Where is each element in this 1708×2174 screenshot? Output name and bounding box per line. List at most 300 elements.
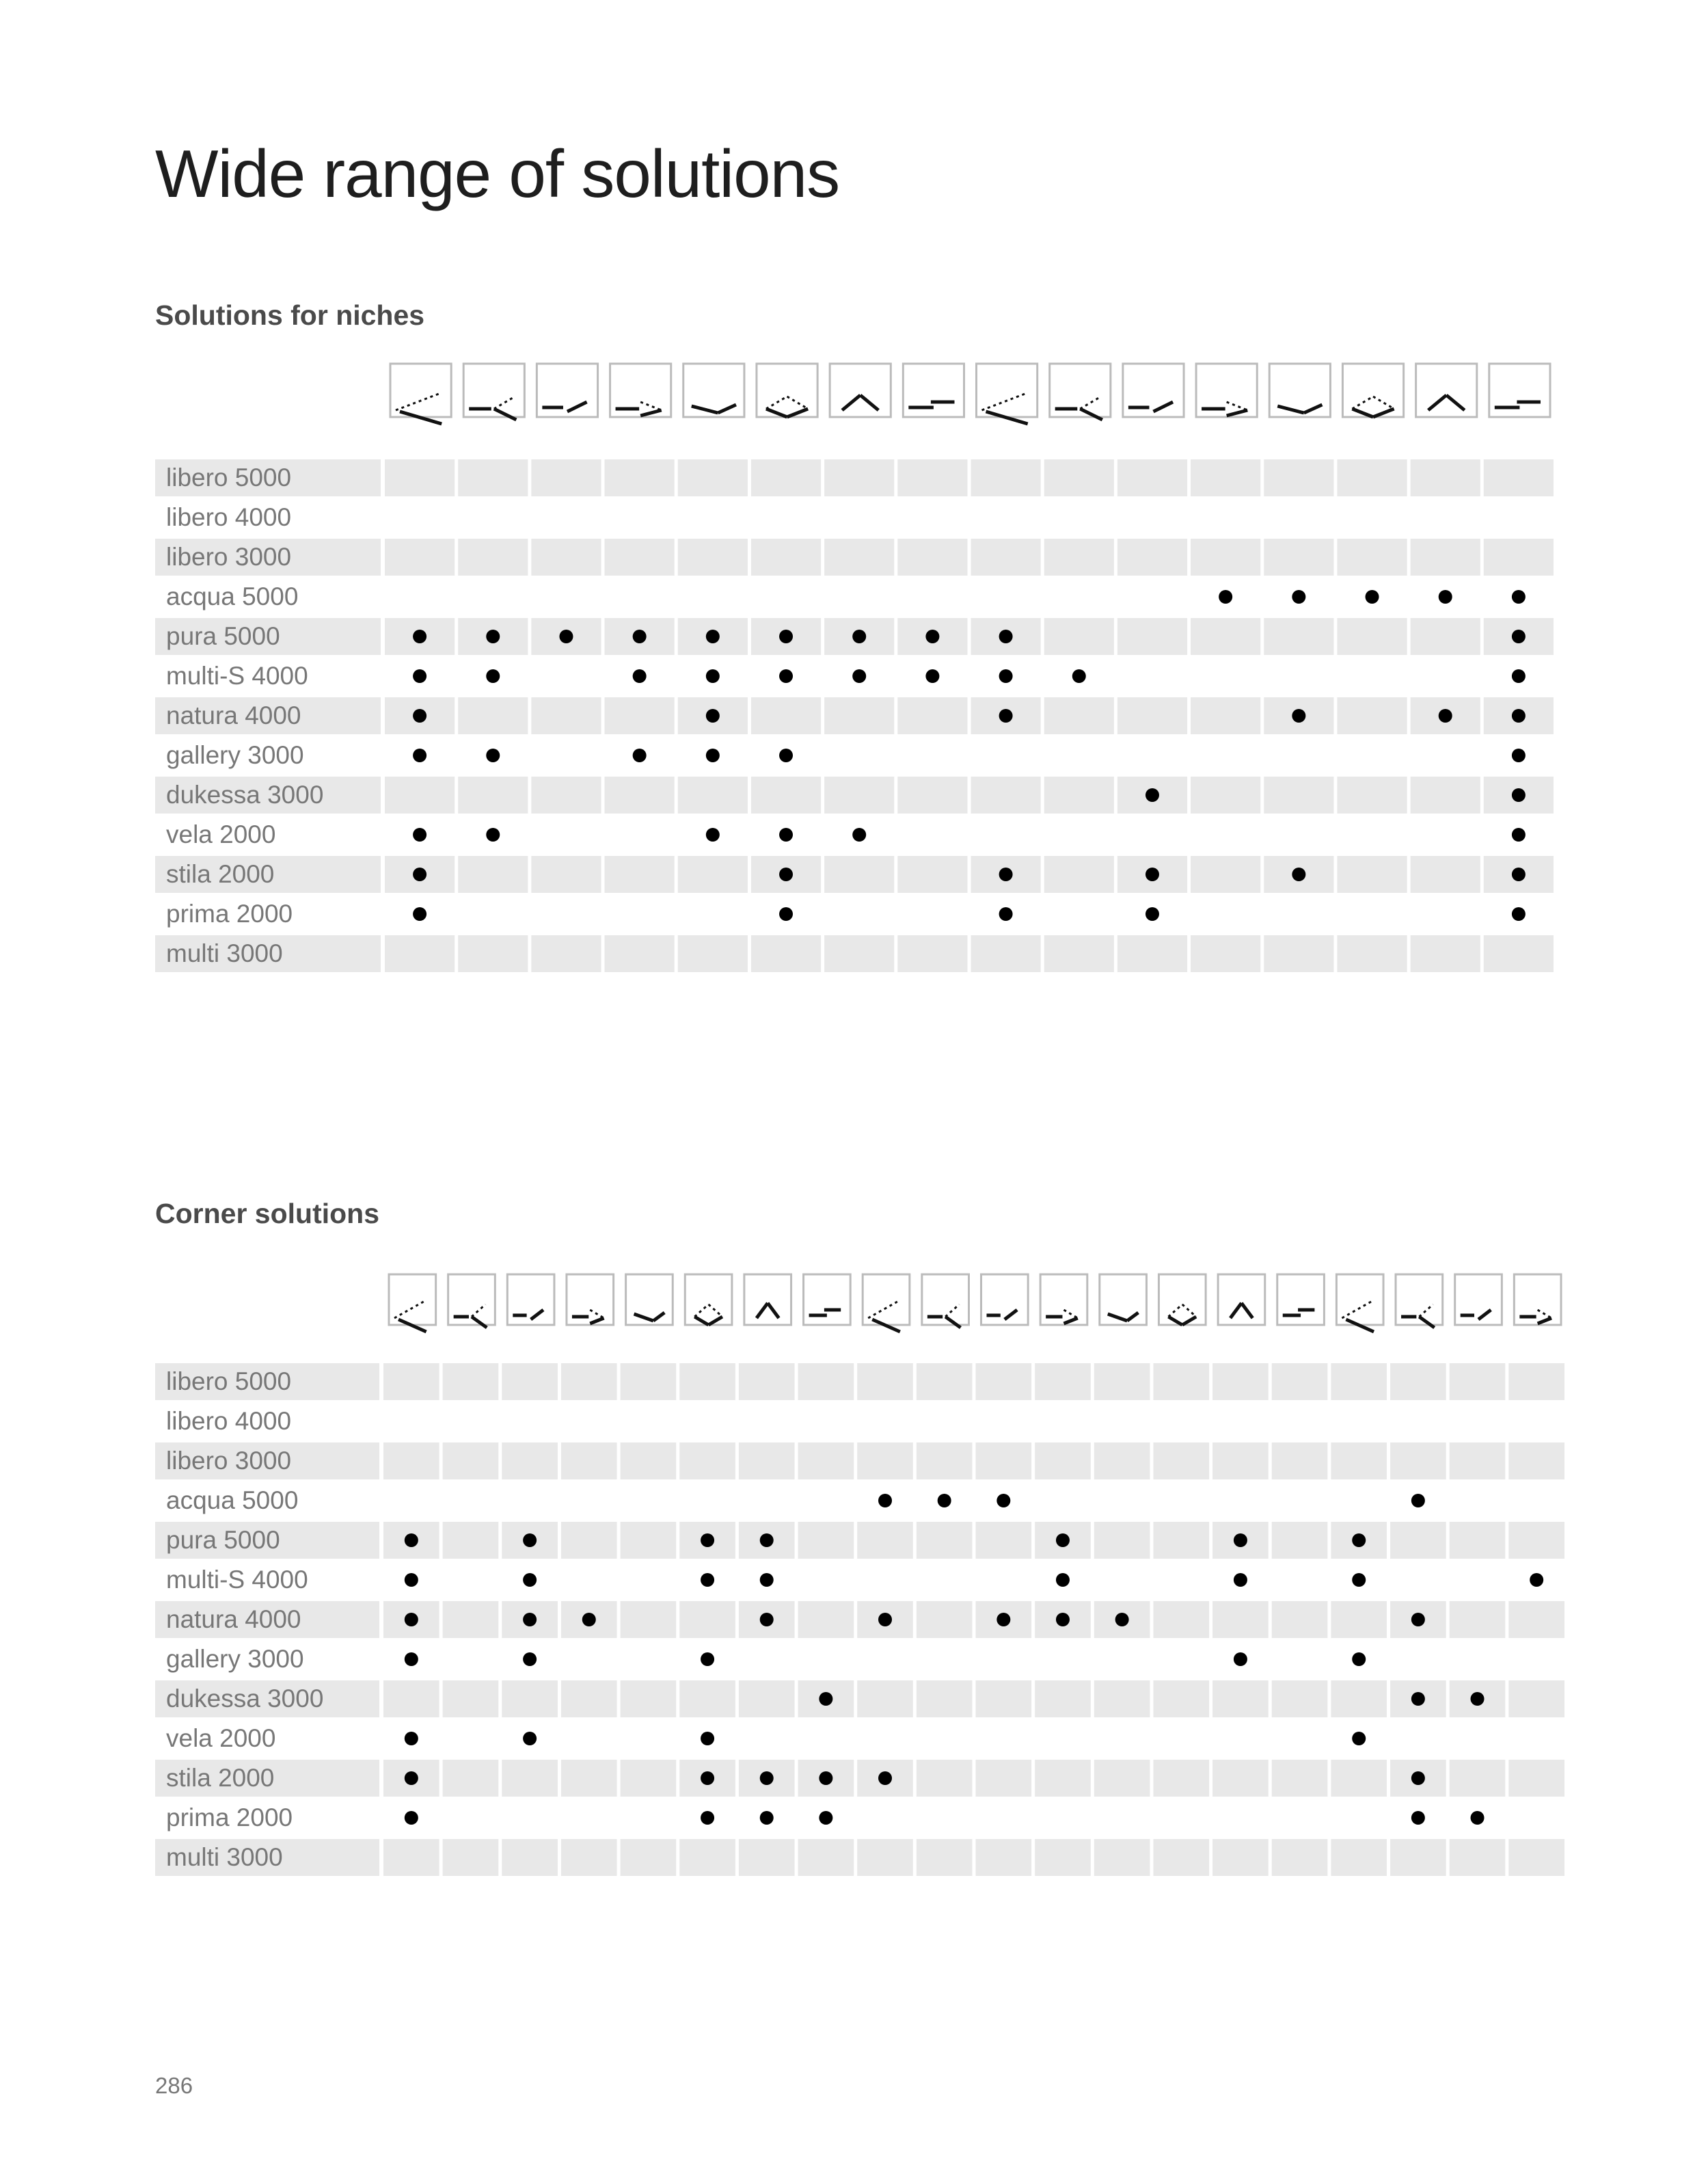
availability-dot <box>760 1771 774 1785</box>
table-cell <box>1508 1680 1564 1717</box>
table-cell <box>1153 1839 1209 1876</box>
availability-dot <box>701 1533 714 1547</box>
table-cell <box>1272 1363 1328 1400</box>
table-cell <box>1331 1403 1387 1440</box>
table-cell <box>1450 1522 1506 1559</box>
availability-dot <box>523 1652 537 1666</box>
availability-dot <box>1411 1494 1425 1507</box>
table-cell <box>561 1680 617 1717</box>
niches-section-heading: Solutions for niches <box>155 299 425 331</box>
row-label: natura 4000 <box>166 1605 301 1633</box>
table-cell <box>621 1363 677 1400</box>
table-cell <box>1508 1403 1564 1440</box>
availability-dot <box>878 1613 892 1626</box>
availability-dot <box>1471 1811 1485 1825</box>
table-cell <box>1272 1522 1328 1559</box>
availability-dot <box>405 1573 418 1587</box>
table-cell <box>798 1442 854 1479</box>
table-row <box>155 1839 1564 1876</box>
table-cell <box>739 1720 795 1757</box>
table-cell <box>1212 1760 1269 1797</box>
availability-dot <box>760 1573 774 1587</box>
table-cell <box>739 1680 795 1717</box>
table-cell <box>917 1363 973 1400</box>
table-cell <box>857 1641 913 1678</box>
availability-dot <box>1056 1613 1070 1626</box>
table-cell <box>1390 1641 1446 1678</box>
table-cell <box>561 1799 617 1836</box>
table-row <box>155 1760 1564 1797</box>
table-cell <box>502 1799 558 1836</box>
availability-dot <box>701 1771 714 1785</box>
availability-dot <box>582 1613 596 1626</box>
table-cell <box>857 1442 913 1479</box>
availability-dot <box>878 1771 892 1785</box>
table-cell <box>1153 1363 1209 1400</box>
row-label: libero 3000 <box>166 1447 292 1475</box>
availability-dot <box>701 1652 714 1666</box>
row-label: prima 2000 <box>166 900 293 928</box>
table-cell <box>917 1561 973 1598</box>
availability-dot <box>819 1811 832 1825</box>
corner-bifold-door-icon <box>744 1274 791 1325</box>
table-cell <box>679 1601 735 1638</box>
row-label: libero 5000 <box>166 464 292 492</box>
table-cell <box>917 1720 973 1757</box>
table-cell <box>1212 1601 1269 1638</box>
table-cell <box>1272 1680 1328 1717</box>
table-cell <box>502 1680 558 1717</box>
table-cell <box>857 1363 913 1400</box>
table-cell <box>383 1482 439 1519</box>
table-cell <box>917 1403 973 1440</box>
table-cell <box>976 1561 1032 1598</box>
availability-dot <box>1411 1811 1425 1825</box>
table-cell <box>1508 1839 1564 1876</box>
corner-round-swing-door-icon <box>1218 1274 1265 1325</box>
table-cell <box>561 1760 617 1797</box>
table-cell <box>443 1720 499 1757</box>
row-label: vela 2000 <box>166 820 276 848</box>
availability-dot <box>1234 1533 1247 1547</box>
table-cell <box>1508 1641 1564 1678</box>
table-cell <box>739 1641 795 1678</box>
table-cell <box>976 1680 1032 1717</box>
table-cell <box>1508 1522 1564 1559</box>
table-cell <box>1035 1363 1091 1400</box>
table-cell <box>1390 1839 1446 1876</box>
table-cell <box>1508 1601 1564 1638</box>
table-cell <box>443 1839 499 1876</box>
availability-dot <box>523 1573 537 1587</box>
table-cell <box>976 1522 1032 1559</box>
table-cell <box>1153 1522 1209 1559</box>
availability-dot <box>523 1613 537 1626</box>
table-cell <box>502 1760 558 1797</box>
row-label: multi 3000 <box>166 1843 283 1871</box>
table-cell <box>917 1680 973 1717</box>
corner-pentagon-door-icon <box>685 1274 732 1325</box>
availability-dot <box>1234 1652 1247 1666</box>
table-cell <box>502 1482 558 1519</box>
table-cell <box>1272 1561 1328 1598</box>
corner-stepped-sliding-icon <box>1396 1274 1443 1328</box>
table-cell <box>1390 1561 1446 1598</box>
table-cell <box>621 1760 677 1797</box>
corner-swing-door-folded-icon <box>567 1274 614 1325</box>
corner-freestanding-icon <box>1514 1274 1561 1325</box>
table-cell <box>976 1799 1032 1836</box>
table-cell <box>798 1601 854 1638</box>
table-cell <box>621 1442 677 1479</box>
row-label: multi-S 4000 <box>166 1566 308 1594</box>
availability-dot <box>1530 1573 1543 1587</box>
table-cell <box>976 1760 1032 1797</box>
corner-swing-panel-angled-icon <box>1277 1274 1325 1325</box>
table-cell <box>857 1799 913 1836</box>
table-cell <box>1331 1601 1387 1638</box>
table-cell <box>621 1799 677 1836</box>
table-cell <box>1094 1720 1150 1757</box>
row-label: libero 4000 <box>166 503 292 531</box>
availability-dot <box>701 1811 714 1825</box>
table-row <box>155 1403 1564 1440</box>
row-label: natura 4000 <box>166 701 301 729</box>
table-row <box>155 1522 1564 1559</box>
table-cell <box>1094 1680 1150 1717</box>
table-cell <box>621 1403 677 1440</box>
corner-section-heading: Corner solutions <box>155 1198 380 1229</box>
table-cell <box>1331 1442 1387 1479</box>
corner-angled-panel-icon <box>1100 1274 1147 1325</box>
table-cell <box>1390 1522 1446 1559</box>
table-row <box>155 1442 1564 1479</box>
table-cell <box>976 1720 1032 1757</box>
table-cell <box>679 1680 735 1717</box>
table-cell <box>383 1442 439 1479</box>
table-cell <box>1212 1442 1269 1479</box>
table-cell <box>798 1561 854 1598</box>
table-cell <box>561 1839 617 1876</box>
table-cell <box>1331 1363 1387 1400</box>
table-cell <box>1450 1641 1506 1678</box>
table-cell <box>1508 1482 1564 1519</box>
table-cell <box>443 1561 499 1598</box>
availability-dot <box>997 1613 1010 1626</box>
availability-dot <box>997 1494 1010 1507</box>
availability-dot <box>1411 1613 1425 1626</box>
table-cell <box>1272 1442 1328 1479</box>
table-cell <box>798 1482 854 1519</box>
table-cell <box>1212 1839 1269 1876</box>
table-cell <box>857 1839 913 1876</box>
table-cell <box>857 1522 913 1559</box>
table-cell <box>1450 1442 1506 1479</box>
table-cell <box>1272 1760 1328 1797</box>
table-cell <box>1212 1799 1269 1836</box>
table-cell <box>1153 1403 1209 1440</box>
table-cell <box>621 1839 677 1876</box>
table-cell <box>976 1403 1032 1440</box>
availability-dot <box>1352 1732 1366 1745</box>
table-cell <box>621 1522 677 1559</box>
table-cell <box>976 1442 1032 1479</box>
table-cell <box>739 1442 795 1479</box>
table-cell <box>1094 1799 1150 1836</box>
table-cell <box>1331 1760 1387 1797</box>
table-cell <box>1272 1799 1328 1836</box>
table-cell <box>798 1720 854 1757</box>
table-cell <box>502 1403 558 1440</box>
table-cell <box>1450 1403 1506 1440</box>
availability-dot <box>1411 1692 1425 1706</box>
table-cell <box>561 1403 617 1440</box>
row-label: pura 5000 <box>166 1526 280 1554</box>
corner-two-part-sliding-icon <box>863 1274 910 1332</box>
row-label: pura 5000 <box>166 622 280 650</box>
table-cell <box>443 1363 499 1400</box>
table-cell <box>561 1641 617 1678</box>
table-cell <box>1272 1839 1328 1876</box>
table-cell <box>857 1720 913 1757</box>
table-cell <box>1331 1799 1387 1836</box>
table-cell <box>1094 1482 1150 1519</box>
table-cell <box>1035 1760 1091 1797</box>
table-cell <box>1508 1363 1564 1400</box>
table-cell <box>561 1720 617 1757</box>
table-cell <box>502 1363 558 1400</box>
availability-dot <box>523 1533 537 1547</box>
table-cell <box>1331 1839 1387 1876</box>
table-cell <box>1450 1760 1506 1797</box>
table-cell <box>1035 1482 1091 1519</box>
availability-dot <box>1056 1533 1070 1547</box>
row-label: dukessa 3000 <box>166 1685 324 1713</box>
availability-dot <box>760 1533 774 1547</box>
availability-dot <box>1056 1573 1070 1587</box>
availability-dot <box>1352 1533 1366 1547</box>
table-cell <box>1153 1720 1209 1757</box>
table-cell <box>1450 1363 1506 1400</box>
row-label: libero 4000 <box>166 1407 292 1435</box>
table-cell <box>443 1799 499 1836</box>
table-cell <box>1153 1760 1209 1797</box>
availability-dot <box>405 1732 418 1745</box>
availability-dot <box>405 1533 418 1547</box>
table-cell <box>1212 1482 1269 1519</box>
corner-single-swing-door-icon <box>448 1274 496 1328</box>
table-cell <box>443 1760 499 1797</box>
table-cell <box>1212 1363 1269 1400</box>
table-cell <box>798 1363 854 1400</box>
table-cell <box>1035 1839 1091 1876</box>
table-cell <box>1153 1482 1209 1519</box>
row-label: acqua 5000 <box>166 582 299 610</box>
table-cell <box>1450 1839 1506 1876</box>
table-cell <box>679 1839 735 1876</box>
table-cell <box>383 1839 439 1876</box>
availability-dot <box>1411 1771 1425 1785</box>
table-cell <box>1390 1363 1446 1400</box>
availability-dot <box>760 1613 774 1626</box>
table-cell <box>561 1482 617 1519</box>
table-cell <box>1450 1720 1506 1757</box>
table-cell <box>1331 1482 1387 1519</box>
table-cell <box>1094 1363 1150 1400</box>
table-cell <box>1272 1601 1328 1638</box>
table-cell <box>561 1522 617 1559</box>
table-cell <box>679 1482 735 1519</box>
table-cell <box>383 1403 439 1440</box>
corner-double-swing-door-icon <box>389 1274 436 1332</box>
availability-dot <box>1352 1652 1366 1666</box>
corner-swing-with-fixed-icon <box>507 1274 554 1325</box>
table-cell <box>621 1720 677 1757</box>
table-cell <box>1035 1403 1091 1440</box>
table-cell <box>1035 1720 1091 1757</box>
table-cell <box>1212 1720 1269 1757</box>
table-cell <box>1508 1720 1564 1757</box>
corner-sliding-door-icon <box>804 1274 851 1325</box>
corner-walk-in-angled-icon <box>1158 1274 1206 1325</box>
table-cell <box>621 1482 677 1519</box>
availability-dot <box>701 1732 714 1745</box>
table-cell <box>1153 1561 1209 1598</box>
table-cell <box>443 1601 499 1638</box>
row-label: acqua 5000 <box>166 1486 299 1514</box>
table-row <box>155 1482 1564 1519</box>
table-cell <box>1094 1760 1150 1797</box>
table-cell <box>1390 1720 1446 1757</box>
corner-double-stepped-sliding-icon <box>1455 1274 1502 1325</box>
table-cell <box>1094 1522 1150 1559</box>
table-cell <box>621 1601 677 1638</box>
table-cell <box>798 1641 854 1678</box>
table-row <box>155 1363 1564 1400</box>
table-cell <box>679 1363 735 1400</box>
row-label: stila 2000 <box>166 1764 275 1792</box>
corner-bifold-angled-icon <box>1040 1274 1087 1325</box>
table-cell <box>1153 1442 1209 1479</box>
table-cell <box>798 1522 854 1559</box>
table-cell <box>1094 1561 1150 1598</box>
row-label: gallery 3000 <box>166 1645 304 1673</box>
row-label: stila 2000 <box>166 860 275 888</box>
table-cell <box>1272 1482 1328 1519</box>
table-cell <box>739 1363 795 1400</box>
table-cell <box>1331 1680 1387 1717</box>
table-cell <box>621 1561 677 1598</box>
table-cell <box>1094 1403 1150 1440</box>
table-cell <box>383 1363 439 1400</box>
table-cell <box>443 1522 499 1559</box>
table-cell <box>917 1601 973 1638</box>
table-cell <box>917 1799 973 1836</box>
availability-dot <box>405 1811 418 1825</box>
table-cell <box>561 1561 617 1598</box>
table-cell <box>917 1760 973 1797</box>
table-cell <box>739 1482 795 1519</box>
row-label: vela 2000 <box>166 1724 276 1752</box>
availability-dot <box>1471 1692 1485 1706</box>
table-cell <box>1035 1680 1091 1717</box>
table-cell <box>1153 1799 1209 1836</box>
table-cell <box>976 1641 1032 1678</box>
table-cell <box>502 1839 558 1876</box>
table-row <box>155 1561 1564 1598</box>
table-cell <box>1272 1403 1328 1440</box>
row-label: libero 5000 <box>166 1367 292 1395</box>
table-cell <box>443 1680 499 1717</box>
row-label: libero 3000 <box>166 543 292 571</box>
table-cell <box>917 1442 973 1479</box>
table-row <box>155 1799 1564 1836</box>
availability-dot <box>760 1811 774 1825</box>
table-cell <box>621 1680 677 1717</box>
table-cell <box>621 1641 677 1678</box>
table-cell <box>383 1680 439 1717</box>
table-cell <box>1212 1680 1269 1717</box>
table-cell <box>1153 1601 1209 1638</box>
table-row <box>155 1680 1564 1717</box>
table-cell <box>798 1839 854 1876</box>
availability-dot <box>523 1732 537 1745</box>
page-title: Wide range of solutions <box>155 136 840 211</box>
table-cell <box>1094 1839 1150 1876</box>
table-cell <box>1390 1403 1446 1440</box>
table-cell <box>679 1442 735 1479</box>
table-cell <box>976 1363 1032 1400</box>
table-cell <box>976 1839 1032 1876</box>
row-label: prima 2000 <box>166 1803 293 1831</box>
table-cell <box>739 1839 795 1876</box>
table-cell <box>443 1641 499 1678</box>
corner-three-part-sliding-icon <box>981 1274 1029 1325</box>
table-cell <box>443 1403 499 1440</box>
table-cell <box>1390 1442 1446 1479</box>
table-cell <box>1508 1799 1564 1836</box>
table-cell <box>1094 1442 1150 1479</box>
corner-quadrant-door-icon <box>1336 1274 1383 1332</box>
table-cell <box>1153 1680 1209 1717</box>
table-cell <box>679 1403 735 1440</box>
availability-dot <box>405 1613 418 1626</box>
table-cell <box>1508 1760 1564 1797</box>
table-cell <box>1272 1720 1328 1757</box>
availability-dot <box>1352 1573 1366 1587</box>
table-cell <box>561 1442 617 1479</box>
table-cell <box>917 1641 973 1678</box>
table-cell <box>857 1561 913 1598</box>
availability-dot <box>405 1771 418 1785</box>
page-number: 286 <box>155 2073 193 2098</box>
table-cell <box>1450 1601 1506 1638</box>
table-cell <box>1035 1641 1091 1678</box>
availability-dot <box>878 1494 892 1507</box>
table-cell <box>798 1403 854 1440</box>
row-label: multi-S 4000 <box>166 662 308 690</box>
availability-dot <box>819 1692 832 1706</box>
availability-dot <box>405 1652 418 1666</box>
table-cell <box>1153 1641 1209 1678</box>
table-row <box>155 1720 1564 1757</box>
table-cell <box>443 1482 499 1519</box>
table-cell <box>1508 1442 1564 1479</box>
table-cell <box>917 1839 973 1876</box>
table-cell <box>1212 1403 1269 1440</box>
table-cell <box>857 1680 913 1717</box>
corner-diagonal-panel-icon <box>626 1274 673 1325</box>
